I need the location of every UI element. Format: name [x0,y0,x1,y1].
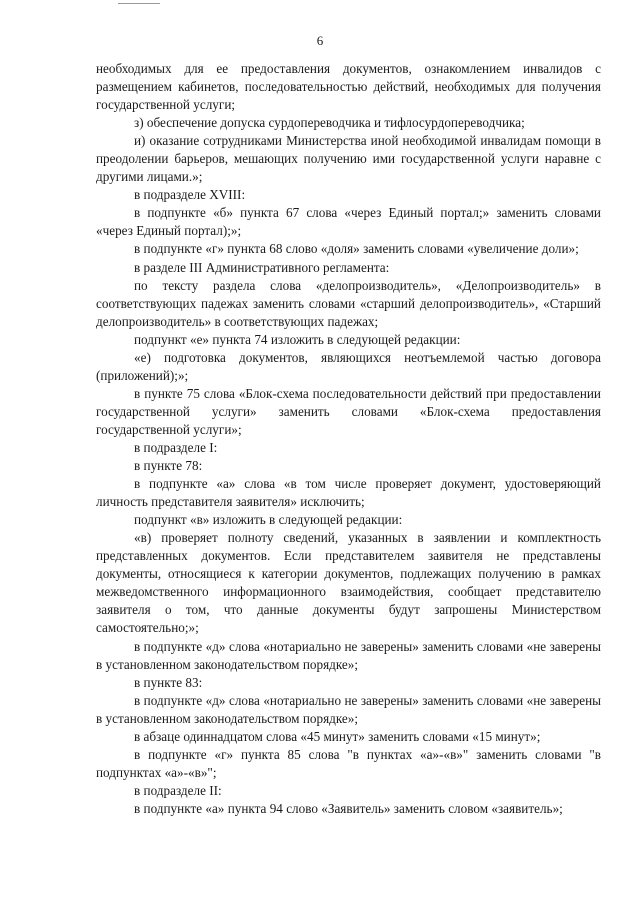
paragraph-1: необходимых для ее предоставления документов, ознакомлением инвалидов с размещением кабинетов, последовательностью действий, необходимых для получения государственной услуги; [96,61,601,113]
paragraph-3: и) оказание сотрудниками Министерства иной необходимой инвалидам помощи в преодолении барьеров, мешающих получению ими государственной услуги наравне с другими лицами.»; [96,133,601,185]
top-edge-rule [118,3,160,4]
paragraph-20: в абзаце одиннадцатом слова «45 минут» заменить словами «15 минут»; [134,728,541,744]
paragraph-4: в подразделе XVIII: [134,187,246,203]
paragraph-17: в подпункте «д» слова «нотариально не заверены» заменить словами «не заверены в установленном законодательством порядке»; [96,638,601,672]
paragraph-13: в пункте 78: [134,458,203,474]
paragraph-10: «е) подготовка документов, являющихся неотъемлемой частью договора (приложений);»; [96,349,601,383]
paragraph-5: в подпункте «б» пункта 67 слова «через Единый портал;» заменить словами «через Единый портал);»; [96,205,601,239]
paragraph-15: подпункт «в» изложить в следующей редакции: [134,512,403,528]
paragraph-8: по тексту раздела слова «делопроизводитель», «Делопроизводитель» в соответствующих падежах заменить словами «старший делопроизводитель», «Старший делопроизводитель» в соответствующих падежах; [96,277,601,329]
page-number: 6 [316,33,324,48]
paragraph-22: в подразделе II: [134,782,222,798]
document-body [96,60,601,818]
paragraph-19: в подпункте «д» слова «нотариально не заверены» заменить словами «не заверены в установленном законодательством порядке»; [96,692,601,726]
paragraph-7: в разделе III Административного регламента: [134,259,390,275]
paragraph-23: в подпункте «а» пункта 94 слово «Заявитель» заменить словом «заявитель»; [134,800,563,816]
paragraph-21: в подпункте «г» пункта 85 слова "в пунктах «а»-«в»" заменить словами "в подпунктах «а»-«в»"; [96,746,601,780]
paragraph-6: в подпункте «г» пункта 68 слово «доля» заменить словами «увеличение доли»; [134,241,579,257]
paragraph-11: в пункте 75 слова «Блок-схема последовательности действий при предоставлении государственной услуги» заменить словами «Блок-схема предоставления государственной услуги»; [96,385,601,437]
paragraph-2: з) обеспечение допуска сурдопереводчика и тифлосурдопереводчика; [134,115,525,131]
paragraph-14: в подпункте «а» слова «в том числе проверяет документ, удостоверяющий личность представителя заявителя» исключить; [96,476,601,510]
paragraph-18: в пункте 83: [134,674,203,690]
paragraph-16: «в) проверяет полноту сведений, указанных в заявлении и комплектность представленных документов. Если представителем заявителя не представлены документы, относящиеся к категории документов, подлежащих получению в рамках межведомственного информационного взаимодействия, сообщает представителю заявителя о том, что данные документы будут запрошены Министерством самостоятельно;»; [96,530,601,636]
paragraph-12: в подразделе I: [134,439,218,455]
paragraph-9: подпункт «е» пункта 74 изложить в следующей редакции: [134,331,461,347]
